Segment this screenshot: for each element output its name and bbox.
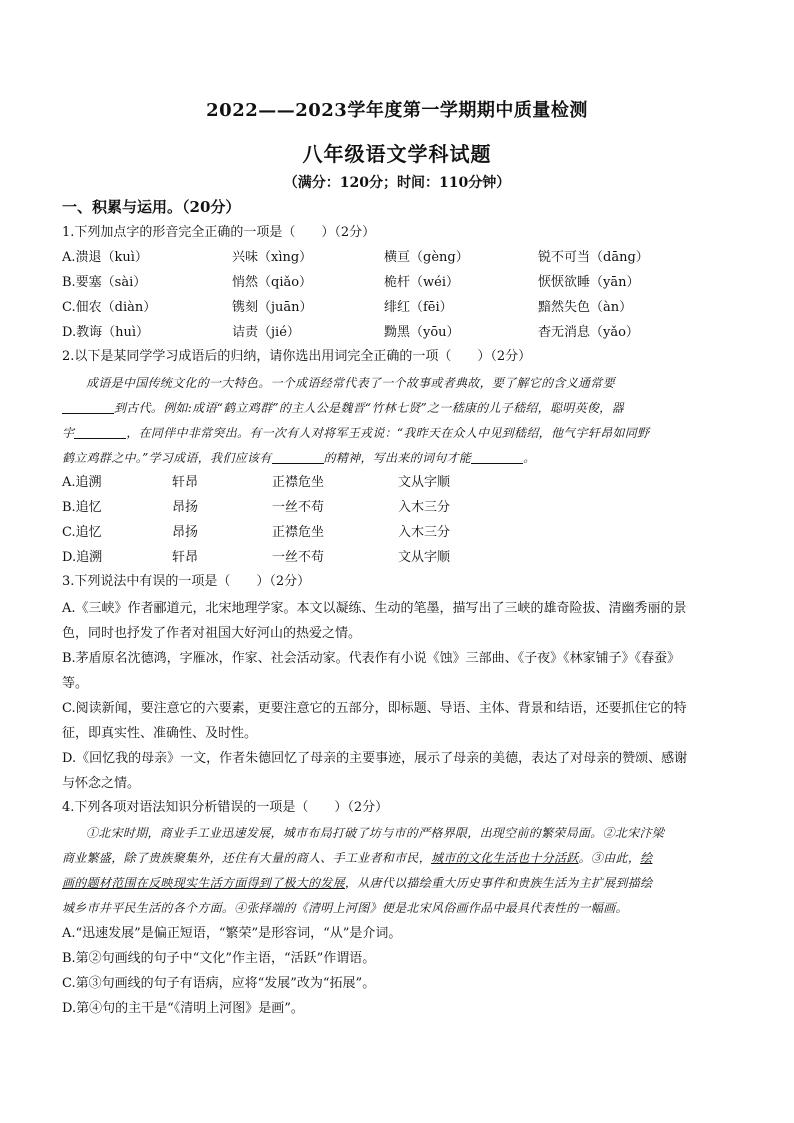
q3-options: [62, 596, 734, 796]
q2-option-cell: 文从字顺: [398, 475, 451, 490]
q3-option-line: 征，即真实性、准确性、及时性。: [62, 726, 258, 741]
q3-option-line: 等。: [62, 676, 89, 691]
q1-option-cell: 绯红（fēi）: [384, 300, 453, 315]
q1-option-cell: 诘责（jié）: [232, 325, 300, 340]
q1-option-row: [62, 299, 762, 317]
q2-passage-line: [62, 396, 734, 421]
q2-option-cell: 轩昂: [172, 475, 199, 490]
q2-passage-text: 。: [523, 451, 536, 465]
q2-option-row: [62, 499, 762, 517]
q1-option-cell: 杳无消息（yǎo）: [538, 325, 639, 340]
q1-option-row: [62, 249, 762, 267]
q2-passage-text: ，在同伴中非常突出。有一次有人对将军王戎说：“我昨天在众人中见到嵇绍，他气宇轩昂如同野: [126, 426, 650, 440]
q2-passage-text: 鹤立鸡群之中。”学习成语，我们应该有: [62, 451, 272, 465]
q2-option-cell: 昂扬: [172, 525, 199, 540]
q2-option-cell: 一丝不苟: [272, 550, 325, 565]
q3-option-line: D.《回忆我的母亲》一文，作者朱德回忆了母亲的主要事迹，展示了母亲的美德，表达了对母亲的赞颂、感谢: [62, 751, 688, 766]
q1-option-row: [62, 324, 762, 342]
section-heading: 一、积累与运用。（20分）: [62, 198, 241, 216]
q4-passage-line: 城乡市井平民生活的各个方面。④张择端的《清明上河图》便是北宋风俗画作品中最具代表性的一幅画。: [62, 901, 628, 915]
q3-option-line: B.茅盾原名沈德鸿，字雁冰，作家、社会活动家。代表作有小说《蚀》三部曲、《子夜》《林家铺子》《春蚕》: [62, 651, 681, 666]
q2-passage-line: [62, 421, 734, 446]
q2-option-cell: 文从字顺: [398, 550, 451, 565]
q2-option-cell: 轩昂: [172, 550, 199, 565]
q2-option-row: [62, 549, 762, 567]
q2-passage-text: 的精神，写出来的词句才能: [323, 451, 472, 465]
q2-option-cell: 一丝不苟: [272, 500, 325, 515]
q1-option-cell: 悄然（qiǎo）: [232, 275, 313, 290]
q1-option-cell: 横亘（gèng）: [384, 250, 469, 265]
q1-option-row: [62, 274, 762, 292]
answer-blank: [62, 399, 114, 414]
q4-underlined-sentence: 城市的文化生活也十分活跃: [431, 851, 579, 865]
exam-meta: （满分：120分；时间：110分钟）: [283, 175, 511, 191]
q3-stem: 3.下列说法中有误的一项是（ ）（2分）: [62, 574, 311, 589]
q4-option-line: B.第②句画线的句子中“文化”作主语，“活跃”作谓语。: [62, 951, 376, 966]
q4-passage-text: 。③由此，: [578, 851, 641, 865]
q1-option-cell: 恹恹欲睡（yān）: [538, 275, 640, 290]
q4-option-line: C.第③句画线的句子有语病，应将“发展”改为“拓展”。: [62, 976, 376, 991]
q2-stem: 2.以下是某同学学习成语后的归纳，请你选出用词完全正确的一项（ ）（2分）: [62, 349, 532, 364]
answer-blank: [471, 449, 523, 464]
answer-blank: [74, 424, 126, 439]
q4-underlined-sentence: 绘: [640, 851, 653, 865]
exam-title: 2022——2023学年度第一学期期中质量检测: [206, 100, 588, 121]
q2-passage-line: [62, 446, 734, 471]
q4-passage-text: ，从唐代以描绘重大历史事件和贵族生活为主扩展到描绘: [344, 876, 653, 890]
q1-option-cell: 黯然失色（àn）: [538, 300, 633, 315]
q2-passage: [62, 371, 734, 471]
q1-option-cell: 桅杆（wéi）: [384, 275, 459, 290]
q4-stem: 4.下列各项对语法知识分析错误的一项是（ ）（2分）: [62, 800, 389, 815]
q1-option-cell: B.要塞（sài）: [62, 275, 147, 290]
q4-passage-line: [62, 846, 734, 871]
q1-option-cell: A.溃退（kuì）: [62, 250, 148, 265]
q4-passage: [62, 821, 734, 921]
q2-option-cell: 入木三分: [398, 500, 451, 515]
q1-stem: 1.下列加点字的形音完全正确的一项是（ ）（2分）: [62, 225, 376, 240]
exam-subtitle: 八年级语文学科试题: [302, 142, 492, 166]
q3-option-line: 色，同时也抒发了作者对祖国大好河山的热爱之情。: [62, 626, 362, 641]
answer-blank: [272, 449, 324, 464]
q2-option-row: [62, 524, 762, 542]
q1-option-cell: 锐不可当（dāng）: [538, 250, 649, 265]
q2-option-cell: B.追忆: [62, 500, 102, 515]
q4-passage-line: [62, 871, 734, 896]
q2-option-cell: 正襟危坐: [272, 475, 325, 490]
q2-option-cell: 昂扬: [172, 500, 199, 515]
q4-passage-line: ①北宋时期，商业手工业迅速发展，城市布局打破了坊与市的严格界限，出现空前的繁荣局面。②北宋汴梁: [86, 826, 665, 840]
q1-option-cell: 黝黑（yōu）: [384, 325, 460, 340]
q2-passage-text: 宇: [62, 426, 75, 440]
q4-options: [62, 921, 734, 1021]
q2-passage-line: 成语是中国传统文化的一大特色。一个成语经常代表了一个故事或者典故，要了解它的含义通常要: [86, 376, 615, 390]
q2-option-row: [62, 474, 762, 492]
q4-passage-text: 商业繁盛，除了贵族聚集外，还住有大量的商人、手工业者和市民，: [62, 851, 432, 865]
q2-option-cell: D.追溯: [62, 550, 103, 565]
q1-option-cell: 镌刻（juān）: [232, 300, 313, 315]
q3-option-line: 与怀念之情。: [62, 776, 141, 791]
q2-option-cell: A.追溯: [62, 475, 102, 490]
q2-option-cell: C.追忆: [62, 525, 102, 540]
q2-option-cell: 入木三分: [398, 525, 451, 540]
q1-option-cell: C.佃农（diàn）: [62, 300, 157, 315]
q4-option-line: D.第④句的主干是“《清明上河图》是画”。: [62, 1001, 304, 1016]
q2-option-cell: 正襟危坐: [272, 525, 325, 540]
q4-underlined-sentence: 画的题材范围在反映现实生活方面得到了极大的发展: [62, 876, 345, 890]
q1-option-cell: 兴味（xìng）: [232, 250, 313, 265]
q3-option-line: A.《三峡》作者郦道元，北宋地理学家。本文以凝练、生动的笔墨，描写出了三峡的雄奇险拔、清幽秀丽的景: [62, 601, 687, 616]
q3-option-line: C.阅读新闻，要注意它的六要素，更要注意它的五部分，即标题、导语、主体、背景和结语，还要抓住它的特: [62, 701, 687, 716]
q1-option-cell: D.教诲（huì）: [62, 325, 149, 340]
q4-option-line: A.“迅速发展”是偏正短语，“繁荣”是形容词，“从”是介词。: [62, 926, 402, 941]
q2-passage-text: 到古代。例如:成语“鹤立鸡群”的主人公是魏晋“竹林七贤”之一嵇康的儿子嵇绍，聪明英俊，器: [114, 401, 624, 415]
